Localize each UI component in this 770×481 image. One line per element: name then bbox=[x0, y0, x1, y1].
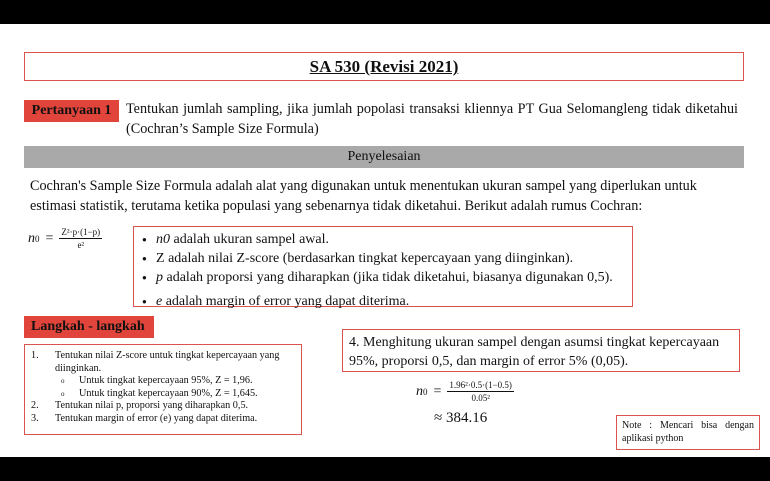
calc-lhs-sub: 0 bbox=[423, 386, 428, 397]
variables-box bbox=[133, 226, 633, 307]
calculation-formula bbox=[416, 380, 514, 403]
note-box: Note : Mencari bisa dengan aplikasi python bbox=[616, 415, 760, 450]
result-value: 384.16 bbox=[445, 410, 488, 426]
calc-equals: = bbox=[433, 383, 442, 399]
steps-tag: Langkah - langkah bbox=[24, 316, 154, 338]
variables-list bbox=[142, 230, 632, 311]
sub-text: Untuk tingkat kepercayaan 95%, Z = 1,96. bbox=[79, 375, 253, 386]
variable-desc: adalah nilai Z-score (berdasarkan tingkat kepercayaan yang diinginkan). bbox=[164, 251, 574, 266]
variable-item bbox=[142, 292, 632, 311]
page-title: SA 530 (Revisi 2021) bbox=[309, 57, 459, 76]
variable-desc: adalah ukuran sampel awal. bbox=[170, 232, 329, 247]
step-subitem bbox=[31, 388, 295, 401]
step-subitem bbox=[31, 375, 295, 388]
calc-denominator: 0.05² bbox=[471, 393, 490, 403]
step-number: 2. bbox=[31, 400, 39, 411]
variable-symbol: p bbox=[156, 270, 163, 285]
variable-symbol: n0 bbox=[156, 232, 170, 247]
question-tag: Pertanyaan 1 bbox=[24, 100, 119, 122]
formula-numerator: Z²·p·(1−p) bbox=[61, 227, 101, 237]
cochran-formula bbox=[28, 227, 102, 250]
calc-fraction bbox=[447, 380, 514, 403]
sub-bullet: o bbox=[61, 377, 65, 385]
question-text: Tentukan jumlah sampling, jika jumlah popolasi transaksi kliennya PT Gua Selomangleng tidak diketahui (Cochran’s Sample Size Formula) bbox=[126, 101, 738, 137]
variable-item bbox=[142, 249, 632, 268]
task-box: 4. Menghitung ukuran sampel dengan asumsi tingkat kepercayaan 95%, proporsi 0,5, dan margin of error 5% (0,05). bbox=[342, 329, 740, 372]
calc-lhs: n bbox=[416, 383, 423, 399]
variable-symbol: e bbox=[156, 294, 163, 309]
formula-fraction bbox=[59, 227, 102, 250]
variable-desc: adalah margin of error yang dapat diterima. bbox=[162, 294, 410, 309]
sub-bullet: o bbox=[61, 389, 65, 398]
step-number: 3. bbox=[31, 412, 39, 424]
step-item bbox=[31, 413, 295, 426]
title-box bbox=[24, 52, 744, 81]
formula-lhs-sub: 0 bbox=[35, 233, 40, 244]
calculation-result bbox=[434, 410, 487, 427]
section-band: Penyelesaian bbox=[24, 146, 744, 168]
approx-symbol: ≈ bbox=[434, 410, 443, 426]
sub-text: Untuk tingkat kepercayaan 90%, Z = 1,645. bbox=[79, 387, 258, 399]
step-item bbox=[31, 350, 295, 375]
step-text: Tentukan margin of error (e) yang dapat diterima. bbox=[55, 412, 258, 424]
formula-lhs: n bbox=[28, 230, 35, 246]
variable-desc: adalah proporsi yang diharapkan (jika tidak diketahui, biasanya digunakan 0,5). bbox=[163, 270, 613, 285]
calc-numerator: 1.96²·0.5·(1−0.5) bbox=[449, 380, 512, 390]
step-text: Tentukan nilai Z-score untuk tingkat kepercayaan yang diinginkan. bbox=[55, 350, 280, 374]
slide bbox=[0, 24, 770, 457]
step-number: 1. bbox=[31, 350, 39, 361]
step-text: Tentukan nilai p, proporsi yang diharapkan 0,5. bbox=[55, 400, 249, 411]
intro-paragraph: Cochran's Sample Size Formula adalah alat yang digunakan untuk menentukan ukuran sampel yang diperlukan untuk estimasi statistik, terutama ketika populasi yang sebenarnya tidak diketahui. Berikut adalah rumus Cochran: bbox=[30, 178, 697, 214]
formula-denominator: e² bbox=[77, 240, 85, 250]
variable-symbol: Z bbox=[156, 251, 165, 266]
formula-equals: = bbox=[45, 230, 54, 246]
step-item bbox=[31, 400, 295, 413]
steps-box bbox=[24, 344, 302, 435]
variable-item bbox=[142, 268, 632, 287]
variable-item bbox=[142, 230, 632, 249]
